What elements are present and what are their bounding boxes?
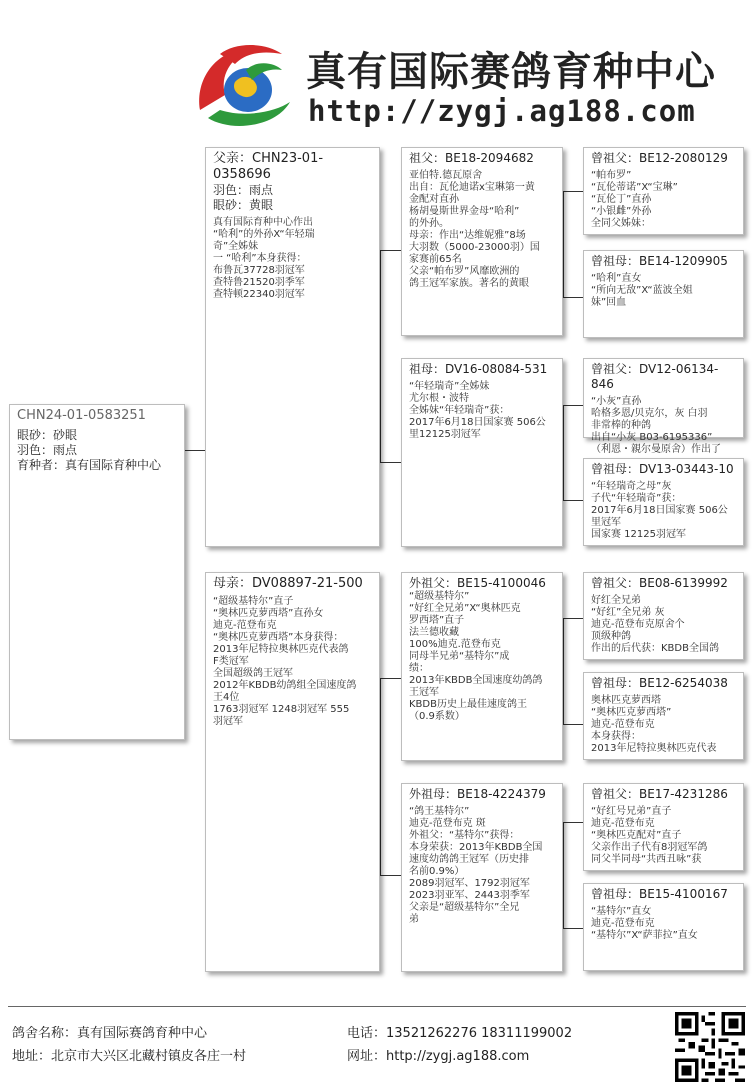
footer-divider (8, 1006, 746, 1007)
great-grandparent-card (583, 783, 744, 871)
great-grandparent-ring: 曾祖父：DV12-06134-846 (591, 362, 719, 391)
great-grandparent-ring: 曾祖父：BE12-2080129 (591, 151, 728, 165)
great-grandparent-ring: 曾祖父：BE08-6139992 (591, 576, 728, 590)
great-grandparent-card (583, 458, 744, 546)
great-grandparent-ring: 曾祖父：BE17-4231286 (591, 787, 728, 801)
subject-card (9, 404, 185, 740)
great-grandparent-card (583, 250, 744, 338)
granddam-maternal-card (401, 783, 563, 972)
sire-eye: 眼砂：黄眼 (213, 198, 274, 212)
great-grandparent-desc: “帕布罗” “瓦伦蒂诺”X“宝琳” “瓦伦丁”直孙 “小银雌”外孙 全同父姊妹： (591, 170, 678, 229)
great-grandparent-ring: 曾祖母：BE14-1209905 (591, 254, 728, 268)
sire-ring: 父亲：CHN23-01-0358696 (213, 151, 324, 182)
grandsire-maternal-card (401, 572, 563, 761)
great-grandparent-desc: “哈利”直女 “所向无敌”X“蓝波全姐 妹”回血 (591, 273, 693, 308)
subject-eye: 眼砂：砂眼 (17, 428, 78, 442)
great-grandparent-desc: 好红全兄弟 “好红”全兄弟 灰 迪克-范登布克原舍个 顶级种鸽 作出的后代获：KBDB全国鸽 (591, 595, 719, 654)
great-grandparent-desc: “年轻瑞奇之母”灰 子代“年轻瑞奇”获： 2017年6月18日国家赛 506公 里冠军 国家赛 12125羽冠军 (591, 481, 728, 540)
grandsire-paternal-desc: 亚伯特.德瓦原舍 出自：瓦伦迪诺x宝琳第一黄 金配对直孙 杨胡曼斯世界金母“哈利” 的外孙。 母亲：作出“达维妮雅”8场 大羽数（5000-23000羽）国 家赛前65名 父亲“帕布罗”风靡欧洲的 鸽王冠军家族。著名的黄眼 (409, 170, 540, 289)
granddam-maternal-desc: “鸽王基特尔” 迪克-范登布克 斑 外祖父：“基特尔”获得： 本身荣获：2013年KBDB全国 速度幼鸽鸽王冠军（历史排 名前0.9%） 2089羽冠军、1792羽冠军 2023羽亚军、2443羽季军 父亲是“超级基特尔”全兄 弟 (409, 806, 543, 925)
loft-phone: 电话：13521262276 18311199002 (347, 1026, 573, 1041)
great-grandparent-ring: 曾祖母：BE12-6254038 (591, 676, 728, 690)
granddam-maternal-ring: 外祖母：BE18-4224379 (409, 787, 546, 801)
dam-card (205, 572, 380, 972)
loft-name: 鸽舍名称：真有国际赛鸽育种中心 (12, 1026, 208, 1041)
grandsire-maternal-ring: 外祖父：BE15-4100046 (409, 576, 546, 590)
granddam-paternal-card (401, 358, 563, 547)
subject-breeder: 育种者：真有国际育种中心 (17, 458, 162, 472)
grandsire-paternal-ring: 祖父：BE18-2094682 (409, 151, 534, 165)
great-grandparent-card (583, 147, 744, 235)
loft-website[interactable]: 网址：http://zygj.ag188.com (347, 1049, 530, 1064)
qr-code-icon (675, 1012, 745, 1082)
sire-card (205, 147, 380, 547)
brand-url[interactable]: http://zygj.ag188.com (308, 94, 696, 128)
great-grandparent-desc: “基特尔”直女 迪克-范登布克 “基特尔”X“萨菲拉”直女 (591, 906, 698, 941)
great-grandparent-ring: 曾祖母：DV13-03443-10 (591, 462, 734, 476)
grandsire-maternal-desc: “超级基特尔” “好红全兄弟”X“奥林匹克 罗西塔”直子 法兰德收藏 100%迪克.范登布克 同母半兄弟“基特尔”成 绩： 2013年KBDB全国速度幼鸽鸽 王冠军 KBDB历史上最佳速度鸽王 （0.9系数） (409, 591, 543, 722)
granddam-paternal-desc: “年轻瑞奇”全姊妹 尤尔根・波特 全姊妹“年轻瑞奇”获： 2017年6月18日国家赛 506公 里12125羽冠军 (409, 381, 546, 440)
sire-desc: 真有国际育种中心作出 “哈利”的外孙X“年轻瑞 奇”全姊妹 一 “哈利”本身获得： 布鲁瓦37728羽冠军 查特鲁21520羽季军 查特顿22340羽冠军 (213, 217, 315, 300)
dam-desc: “超级基特尔”直子 “奥林匹克萝西塔”直孙女 迪克-范登布克 “奥林匹克萝西塔”本身获得： 2013年尼特拉奥林匹克代表鸽 F类冠军 全国超级鸽王冠军 2012年KBDB幼鸽组全国速度鸽 王4位 1763羽冠军 1248羽冠军 555 羽冠军 (213, 596, 357, 727)
grandsire-paternal-card (401, 147, 563, 336)
subject-color: 羽色：雨点 (17, 443, 78, 457)
great-grandparent-card (583, 883, 744, 971)
loft-address: 地址：北京市大兴区北藏村镇皮各庄一村 (12, 1049, 247, 1064)
granddam-paternal-ring: 祖母：DV16-08084-531 (409, 362, 548, 376)
subject-ring: CHN24-01-0583251 (17, 408, 146, 423)
great-grandparent-card (583, 358, 744, 455)
logo (190, 40, 300, 130)
great-grandparent-ring: 曾祖母：BE15-4100167 (591, 887, 728, 901)
great-grandparent-card (583, 672, 744, 760)
great-grandparent-desc: “小灰”直孙 哈格多恩/贝克尔，灰 白羽 非常棒的种鸽 出自“小灰 B03-6195336” （利恩・親尔曼原舍）作出了 (591, 396, 721, 455)
great-grandparent-card (583, 572, 744, 660)
dam-ring: 母亲：DV08897-21-500 (213, 576, 363, 591)
brand-title: 真有国际赛鸽育种中心 (306, 49, 716, 95)
sire-color: 羽色：雨点 (213, 183, 274, 197)
great-grandparent-desc: 奥林匹克萝西塔 “奥林匹克萝西塔” 迪克-范登布克 本身获得： 2013年尼特拉奥林匹克代表 (591, 695, 717, 754)
great-grandparent-desc: “好红号兄弟”直子 迪克-范登布克 “奥林匹克配对”直子 父亲作出子代有8羽冠军鸽 同父半同母“共西丑咏”获 (591, 806, 708, 865)
